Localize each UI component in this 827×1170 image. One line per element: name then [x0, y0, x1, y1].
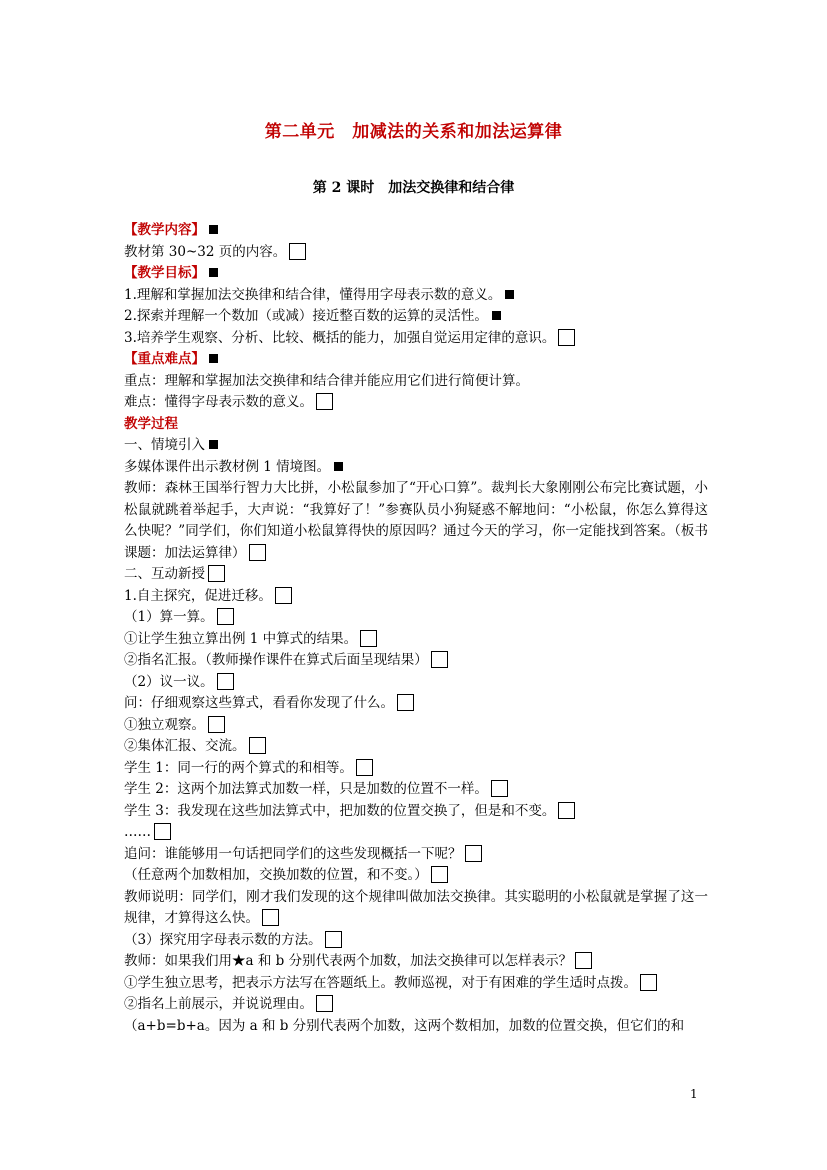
empty-box-icon [640, 974, 657, 991]
black-square-icon [492, 311, 501, 320]
line-text: 学生 3：我发现在这些加法算式中，把加数的位置交换了，但是和不变。 [124, 802, 556, 819]
line-text: ②集体汇报、交流。 [124, 738, 246, 754]
empty-box-icon [397, 694, 414, 711]
text-line [124, 564, 708, 586]
black-square-icon [209, 268, 218, 277]
empty-box-icon [217, 608, 234, 625]
line-text: ①学生独立思考，把表示方法写在答题纸上。教师巡视，对于有困难的学生适时点拨。 [124, 974, 637, 991]
empty-box-icon [154, 823, 171, 840]
line-text: …… [124, 824, 151, 840]
line-text: 1.自主探究，促进迁移。 [124, 587, 272, 604]
line-text: 问：仔细观察这些算式，看看你发现了什么。 [124, 695, 394, 711]
section-heading [124, 263, 708, 285]
text-line [124, 973, 708, 995]
black-square-icon [209, 354, 218, 363]
text-line [124, 1016, 708, 1038]
empty-box-icon [356, 759, 373, 776]
line-text: 重点：理解和掌握加法交换律和结合律并能应用它们进行简便计算。 [124, 372, 529, 389]
line-text: ②指名汇报。（教师操作课件在算式后面呈现结果） [124, 652, 428, 668]
empty-box-icon [491, 780, 508, 797]
text-line [124, 758, 708, 780]
line-text: ①让学生独立算出例 1 中算式的结果。 [124, 630, 358, 647]
line-text: 二、互动新授 [124, 566, 205, 582]
text-line [124, 650, 708, 672]
text-line [124, 435, 708, 457]
line-text: 教学过程 [124, 415, 178, 432]
empty-box-icon [249, 544, 266, 561]
line-text: 教师说明：同学们，刚才我们发现的这个规律叫做加法交换律。其实聪明的小松鼠就是掌握了这一规律，才算得这么快。 [124, 888, 708, 926]
page-number: 1 [690, 1087, 698, 1101]
line-text: 多媒体课件出示教材例 1 情境图。 [124, 458, 331, 475]
black-square-icon [209, 440, 218, 449]
empty-box-icon [316, 393, 333, 410]
line-text: 【教学内容】 [124, 222, 205, 238]
text-line [124, 242, 708, 264]
empty-box-icon [262, 909, 279, 926]
line-text: （任意两个加数相加，交换加数的位置，和不变。） [124, 867, 428, 883]
line-text: 【重点难点】 [124, 351, 205, 367]
empty-box-icon [208, 716, 225, 733]
lesson-subtitle: 第 2 课时 加法交换律和结合律 [312, 180, 515, 196]
text-line [124, 951, 708, 973]
text-line [124, 371, 708, 393]
black-square-icon [334, 462, 343, 471]
black-square-icon [505, 290, 514, 299]
text-line [124, 994, 708, 1016]
empty-box-icon [575, 952, 592, 969]
text-line [124, 285, 708, 307]
line-text: ①独立观察。 [124, 716, 205, 733]
text-line [124, 392, 708, 414]
empty-box-icon [289, 243, 306, 260]
line-text: 【教学目标】 [124, 265, 205, 281]
text-line [124, 693, 708, 715]
text-line [124, 306, 708, 328]
document-title: 第二单元 加减法的关系和加法运算律 [264, 122, 563, 142]
line-text: （2）议一议。 [124, 673, 214, 690]
line-text: 追问：谁能够用一句话把同学们的这些发现概括一下呢？ [124, 845, 462, 862]
line-text: 学生 2：这两个加法算式加数一样，只是加数的位置不一样。 [124, 781, 488, 797]
paragraph [124, 887, 708, 930]
text-line [124, 586, 708, 608]
text-line [124, 801, 708, 823]
empty-box-icon [275, 587, 292, 604]
line-text: 教师：森林王国举行智力大比拼，小松鼠参加了“开心口算”。裁判长大象刚刚公布完比赛试题，小松鼠就跳着举起手，大声说：“我算好了！”参赛队员小狗疑惑不解地问：“小松鼠，你怎么算得这么快呢？”同学们，你们知道小松鼠算得快的原因吗？通过今天的学习，你一定能找到答案。（板书课题：加法运算律） [124, 480, 708, 561]
empty-box-icon [558, 802, 575, 819]
empty-box-icon [431, 651, 448, 668]
line-text: 教材第 30~32 页的内容。 [124, 243, 287, 260]
line-text: 教师：如果我们用★a 和 b 分别代表两个加数，加法交换律可以怎样表示？ [124, 953, 573, 969]
text-line [124, 629, 708, 651]
text-line [124, 457, 708, 479]
text-line [124, 736, 708, 758]
text-line [124, 865, 708, 887]
empty-box-icon [249, 737, 266, 754]
line-text: 一、情境引入 [124, 437, 205, 453]
empty-box-icon [465, 845, 482, 862]
text-line [124, 822, 708, 844]
line-text: 3.培养学生观察、分析、比较、概括的能力，加强自觉运用定律的意识。 [124, 329, 556, 346]
document-body [124, 220, 708, 1037]
text-line [124, 607, 708, 629]
empty-box-icon [316, 995, 333, 1012]
empty-box-icon [558, 329, 575, 346]
line-text: 难点：懂得字母表示数的意义。 [124, 394, 313, 410]
line-text: 1.理解和掌握加法交换律和结合律，懂得用字母表示数的意义。 [124, 286, 502, 303]
line-text: （3）探究用字母表示数的方法。 [124, 931, 322, 948]
section-heading [124, 220, 708, 242]
text-line [124, 672, 708, 694]
paragraph [124, 478, 708, 564]
text-line [124, 779, 708, 801]
line-text: 2.探索并理解一个数加（或减）接近整百数的运算的灵活性。 [124, 308, 488, 324]
black-square-icon [209, 225, 218, 234]
text-line [124, 930, 708, 952]
text-line [124, 844, 708, 866]
empty-box-icon [431, 866, 448, 883]
empty-box-icon [208, 565, 225, 582]
section-heading [124, 349, 708, 371]
empty-box-icon [217, 673, 234, 690]
line-text: ②指名上前展示，并说说理由。 [124, 996, 313, 1012]
section-heading [124, 414, 708, 436]
text-line [124, 715, 708, 737]
line-text: 学生 1：同一行的两个算式的和相等。 [124, 759, 353, 776]
line-text: （1）算一算。 [124, 609, 214, 625]
line-text: （a+b=b+a。因为 a 和 b 分别代表两个加数，这两个数相加，加数的位置交换，但它们的和 [124, 1017, 685, 1034]
empty-box-icon [325, 931, 342, 948]
empty-box-icon [360, 630, 377, 647]
text-line [124, 328, 708, 350]
